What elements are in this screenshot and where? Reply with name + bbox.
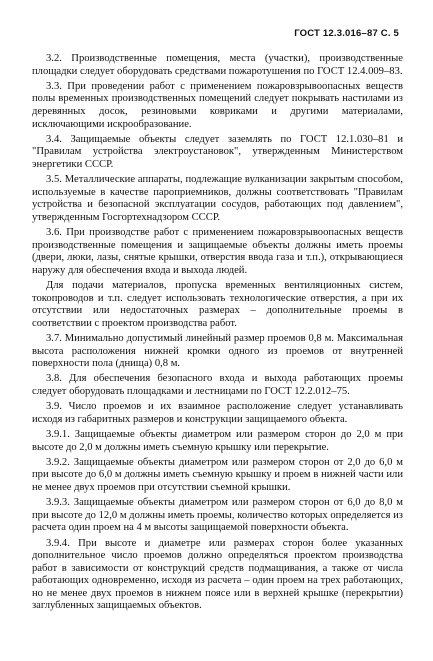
paragraph-3-4: 3.4. Защищаемые объекты следует заземлять по ГОСТ 12.1.030–81 и "Правилам устройства электроустановок", утвержденным Министерством энергетики СССР. bbox=[32, 133, 403, 170]
paragraph-3-8: 3.8. Для обеспечения безопасного входа и выхода работающих проемы следует оборудовать площадками и лестницами по ГОСТ 12.2.012–75. bbox=[32, 373, 403, 397]
paragraph-3-9-1: 3.9.1. Защищаемые объекты диаметром или размером сторон до 2,0 м при высоте до 2,0 м должны иметь съемную крышку или перекрытие. bbox=[32, 428, 403, 453]
paragraph-3-3: 3.3. При проведении работ с применением пожаровзрывоопасных веществ полы временных производственных помещений следует покрывать настилами из деревянных досок, резиновыми ковриками и другими материалами, исключающими искрообразование. bbox=[32, 80, 403, 130]
document-body bbox=[32, 53, 403, 613]
paragraph-3-2: 3.2. Производственные помещения, места (участки), производственные площадки следует оборудовать средствами пожаротушения по ГОСТ 12.4.009–83. bbox=[32, 53, 403, 77]
paragraph-3-5: 3.5. Металлические аппараты, подлежащие вулканизации закрытым способом, используемые в качестве пароприемников, должны соответствовать "Правилам устройства и безопасной эксплуатации сосудов, работающих под давлением", утвержденным Госгортехнадзором СССР. bbox=[32, 174, 403, 223]
paragraph-3-9-4: 3.9.4. При высоте и диаметре или размерах сторон более указанных дополнительное число проемов должно определяться проектом производства работ в зависимости от конструкций средств подмащивания, а также от числа работающих одновременно, исходя из расчета – один проем на трех работающих, но не менее двух проемов в нижнем поясе или в верхней крышке (перекрытии) заглубленных защищаемых объектов. bbox=[32, 537, 403, 612]
paragraph-3-9-3: 3.9.3. Защищаемые объекты диаметром или размером сторон от 6,0 до 8,0 м при высоте до 12,0 м должны иметь проемы, количество которых определяется из расчета один проем на 4 м высоты защищаемой поверхности объекта. bbox=[32, 497, 403, 534]
paragraph-3-7: 3.7. Минимально допустимый линейный размер проемов 0,8 м. Максимальная высота расположения нижней кромки одного из проемов от внутренней поверхности пола (днища) 0,8 м. bbox=[32, 333, 403, 370]
paragraph-3-6-cont: Для подачи материалов, пропуска временных вентиляционных систем, токопроводов и т.п. следует использовать технологические отверстия, а при их отсутствии или недостаточных размерах – дополнительные проемы в соответствии с проектом производства работ. bbox=[32, 280, 403, 329]
paragraph-3-9-2: 3.9.2. Защищаемые объекты диаметром или размером сторон от 2,0 до 6,0 м при высоте до 6,0 м должны иметь съемную крышку и проем в нижней части или не менее двух проемов при отсутствии съемной крышки. bbox=[32, 456, 403, 493]
page-header: ГОСТ 12.3.016–87 С. 5 bbox=[294, 28, 399, 39]
paragraph-3-6: 3.6. При производстве работ с применением пожаровзрывоопасных веществ производственные помещения и защищаемые объекты должны иметь проемы (двери, люки, лазы, снятые крышки, отверстия ввода газа и т.п.), открывающиеся наружу для обеспечения входа и выхода людей. bbox=[32, 227, 403, 276]
paragraph-3-9: 3.9. Число проемов и их взаимное расположение следует устанавливать исходя из габаритных размеров и конструкции защищаемого объекта. bbox=[32, 401, 403, 425]
